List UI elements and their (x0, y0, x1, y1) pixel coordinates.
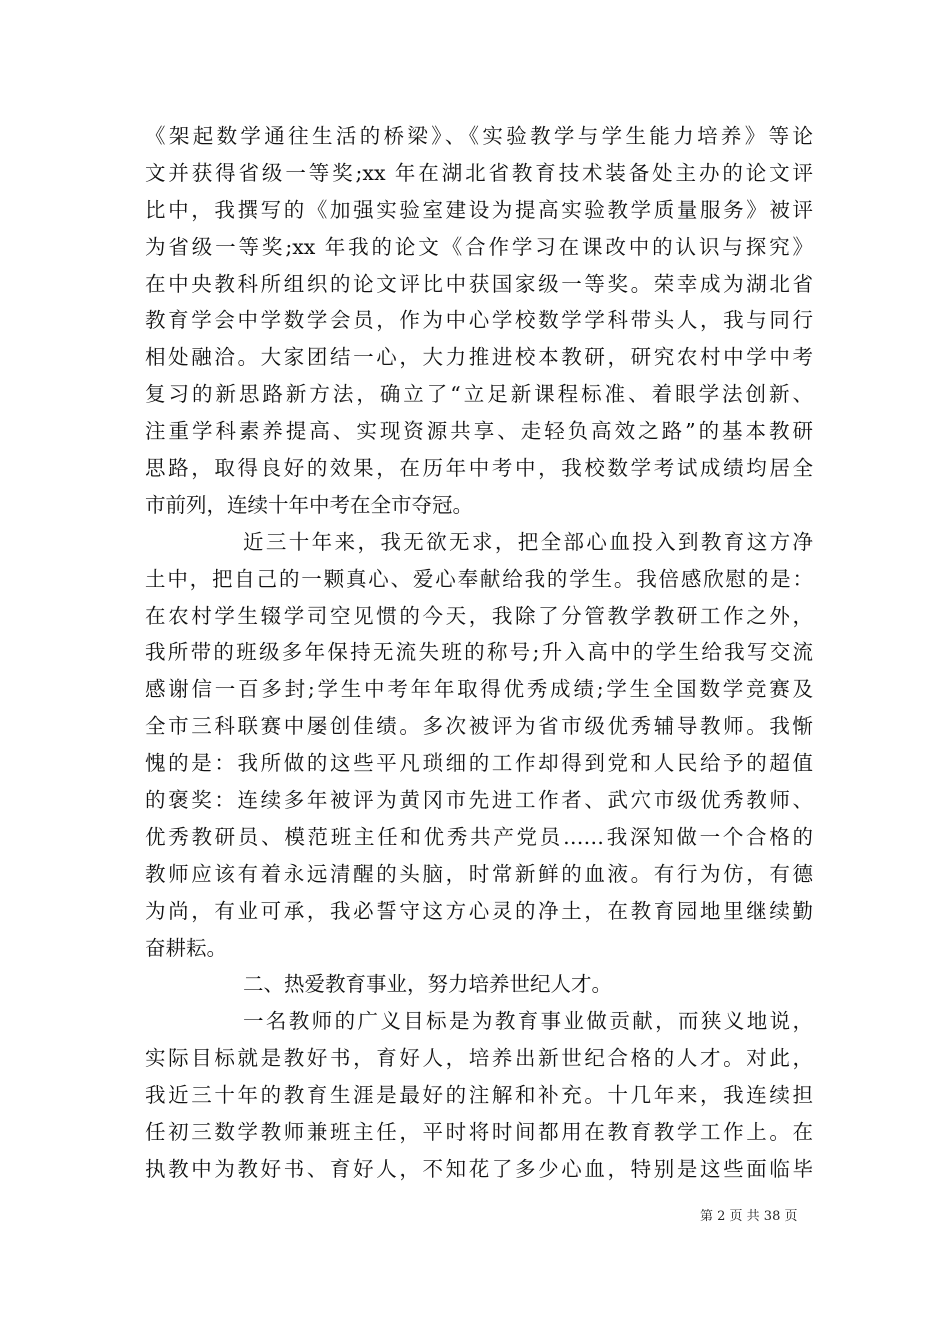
text-line: 《架起数学通往生活的桥梁》、《实验教学与学生能力培养》等论 (145, 124, 813, 148)
paragraph-dedication (145, 524, 813, 967)
text-line: 我所带的班级多年保持无流失班的称号;升入高中的学生给我写交流 (145, 640, 813, 665)
text-line: 执教中为教好书、育好人，不知花了多少心血，特别是这些面临毕 (145, 1156, 813, 1181)
text-line: 感谢信一百多封;学生中考年年取得优秀成绩;学生全国数学竞赛及 (145, 677, 813, 702)
text-line: 复习的新思路新方法，确立了“立足新课程标准、着眼学法创新、 (145, 382, 813, 407)
text-line: 优秀教研员、模范班主任和优秀共产党员……我深知做一个合格的 (145, 824, 813, 849)
paragraph-goals (145, 1003, 813, 1187)
text-line: 愧的是：我所做的这些平凡琐细的工作却得到党和人民给予的超值 (145, 751, 813, 776)
text-line: 为省级一等奖;xx 年我的论文《合作学习在课改中的认识与探究》 (145, 234, 813, 259)
text-line: 教师应该有着永远清醒的头脑，时常新鲜的血液。有行为仿，有德 (145, 861, 813, 886)
text-line: 我近三十年的教育生涯是最好的注解和补充。十几年来，我连续担 (145, 1083, 813, 1108)
text-line: 相处融洽。大家团结一心，大力推进校本教研，研究农村中学中考 (145, 345, 813, 370)
text-line: 在农村学生辍学司空见惯的今天，我除了分管教学教研工作之外， (145, 603, 813, 628)
text-line: 比中，我撰写的《加强实验室建设为提高实验教学质量服务》被评 (145, 197, 813, 222)
text-line: 近三十年来，我无欲无求，把全部心血投入到教育这方净 (243, 529, 813, 554)
text-line: 一名教师的广义目标是为教育事业做贡献，而狭义地说， (243, 1009, 813, 1034)
page-number: 第 2 页 共 38 页 (700, 1209, 798, 1224)
text-line: 为尚，有业可承，我必誓守这方心灵的净土，在教育园地里继续勤 (145, 898, 813, 923)
section-heading (145, 966, 813, 1003)
text-line: 全市三科联赛中屡创佳绩。多次被评为省市级优秀辅导教师。我惭 (145, 714, 813, 739)
text-line: 实际目标就是教好书，育好人，培养出新世纪合格的人才。对此， (145, 1046, 813, 1071)
text-line: 市前列，连续十年中考在全市夺冠。 (145, 492, 473, 517)
text-line: 思路，取得良好的效果，在历年中考中，我校数学考试成绩均居全 (145, 456, 813, 481)
text-line: 的褒奖：连续多年被评为黄冈市先进工作者、武穴市级优秀教师、 (145, 788, 813, 813)
document-body (145, 118, 813, 1188)
text-line: 教育学会中学数学会员，作为中心学校数学学科带头人，我与同行 (145, 308, 813, 333)
text-line: 注重学科素养提高、实现资源共享、走轻负高效之路”的基本教研 (145, 419, 813, 444)
text-line: 奋耕耘。 (145, 935, 227, 960)
heading-text: 二、热爱教育事业，努力培养世纪人才。 (243, 972, 612, 997)
text-line: 在中央教科所组织的论文评比中获国家级一等奖。荣幸成为湖北省 (145, 271, 813, 296)
text-line: 任初三数学教师兼班主任，平时将时间都用在教育教学工作上。在 (145, 1120, 813, 1145)
paragraph-awards (145, 118, 813, 524)
text-line: 土中，把自己的一颗真心、爱心奉献给我的学生。我倍感欣慰的是： (145, 566, 813, 591)
text-line: 文并获得省级一等奖;xx 年在湖北省教育技术装备处主办的论文评 (145, 160, 813, 185)
